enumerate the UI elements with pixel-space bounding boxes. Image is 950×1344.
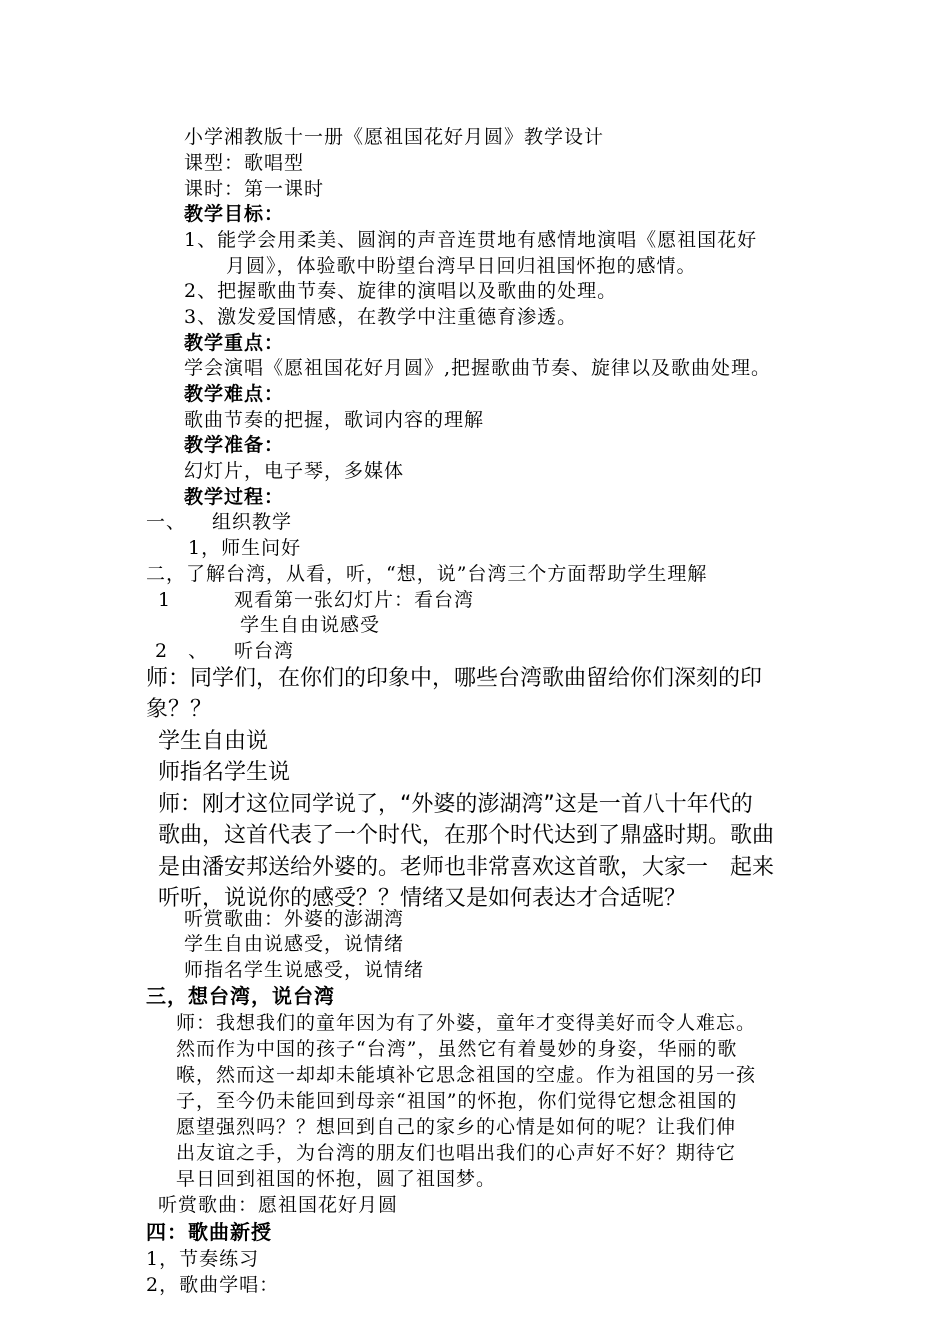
teacher-names-feel: 师指名学生说感受，说情绪 xyxy=(184,959,425,981)
document-title: 小学湘教版十一册《愿祖国花好月圆》教学设计 xyxy=(184,126,605,148)
section-3-line-7: 早日回到祖国的怀抱，圆了祖国梦。 xyxy=(176,1168,497,1190)
teacher-remark-line-3: 是由潘安邦送给外婆的。老师也非常喜欢这首歌，大家一 起来 xyxy=(158,855,775,880)
section-1-number: 一、 xyxy=(146,511,187,533)
students-free-feel: 学生自由说感受，说情绪 xyxy=(184,933,405,955)
section-4-item-1: 1，节奏练习 xyxy=(146,1248,260,1270)
preparation-heading: 教学准备： xyxy=(184,434,285,456)
section-2-item-1-sub: 学生自由说感受 xyxy=(240,614,381,636)
section-2-item-2-text: 听台湾 xyxy=(234,640,295,662)
objective-1-line-2: 月圆》，体验歌中盼望台湾早日回归祖国怀抱的感情。 xyxy=(226,255,697,277)
section-3-line-1: 师：我想我们的童年因为有了外婆，童年才变得美好而令人难忘。 xyxy=(176,1012,757,1034)
section-3-line-4: 子，至今仍未能回到母亲“祖国”的怀抱，你们觉得它想念祖国的 xyxy=(176,1090,738,1112)
objective-3: 3、激发爱国情感，在教学中注重德育渗透。 xyxy=(184,306,578,328)
key-points-text: 学会演唱《愿祖国花好月圆》,把握歌曲节奏、旋律以及歌曲处理。 xyxy=(184,357,772,379)
section-2-item-1-number: 1 xyxy=(158,589,172,611)
objective-2: 2、把握歌曲节奏、旋律的演唱以及歌曲的处理。 xyxy=(184,280,618,302)
section-3-line-5: 愿望强烈吗？？想回到自己的家乡的心情是如何的呢？让我们伸 xyxy=(176,1116,737,1138)
teacher-remark-line-4: 听听，说说你的感受？？情绪又是如何表达才合适呢？ xyxy=(158,886,687,911)
section-3-line-2: 然而作为中国的孩子“台湾”，虽然它有着曼妙的身姿，华丽的歌 xyxy=(176,1038,738,1060)
section-3-line-3: 喉，然而这一却却未能填补它思念祖国的空虚。作为祖国的另一孩 xyxy=(176,1064,757,1086)
listen-song-2: 听赏歌曲：愿祖国花好月圆 xyxy=(158,1194,399,1216)
key-points-heading: 教学重点： xyxy=(184,332,285,354)
lesson-type: 课型：歌唱型 xyxy=(184,152,305,174)
difficulties-text: 歌曲节奏的把握，歌词内容的理解 xyxy=(184,409,485,431)
teacher-remark-line-1: 师：刚才这位同学说了，“外婆的澎湖湾”这是一首八十年代的 xyxy=(158,792,753,817)
teacher-question-line-1: 师：同学们，在你们的印象中，哪些台湾歌曲留给你们深刻的印 xyxy=(146,666,763,691)
section-3-title: 三，想台湾，说台湾 xyxy=(146,984,335,1008)
section-2-item-1-text: 观看第一张幻灯片：看台湾 xyxy=(234,589,475,611)
section-4-title: 四：歌曲新授 xyxy=(146,1220,272,1244)
teacher-names-student: 师指名学生说 xyxy=(158,760,291,785)
section-2-item-2-number: 2 、 xyxy=(155,640,209,662)
section-4-item-2: 2，歌曲学唱： xyxy=(146,1274,280,1296)
preparation-text: 幻灯片，电子琴，多媒体 xyxy=(184,460,405,482)
section-1-item: 1，师生问好 xyxy=(188,537,302,559)
listen-song-1: 听赏歌曲：外婆的澎湖湾 xyxy=(184,908,405,930)
objectives-heading: 教学目标： xyxy=(184,203,285,225)
lesson-period: 课时：第一课时 xyxy=(184,178,325,200)
process-heading: 教学过程： xyxy=(184,486,285,508)
objective-1-line-1: 1、能学会用柔美、圆润的声音连贯地有感情地演唱《愿祖国花好 xyxy=(184,229,758,251)
teacher-question-line-2: 象？？ xyxy=(146,697,213,722)
students-free-say: 学生自由说 xyxy=(158,729,269,754)
teacher-remark-line-2: 歌曲，这首代表了一个时代，在那个时代达到了鼎盛时期。歌曲 xyxy=(158,823,775,848)
section-2-title: 二，了解台湾，从看，听，“想，说”台湾三个方面帮助学生理解 xyxy=(146,563,708,585)
section-3-line-6: 出友谊之手，为台湾的朋友们也唱出我们的心声好不好？期待它 xyxy=(176,1142,737,1164)
section-1-title: 组织教学 xyxy=(212,511,293,533)
difficulties-heading: 教学难点： xyxy=(184,383,285,405)
